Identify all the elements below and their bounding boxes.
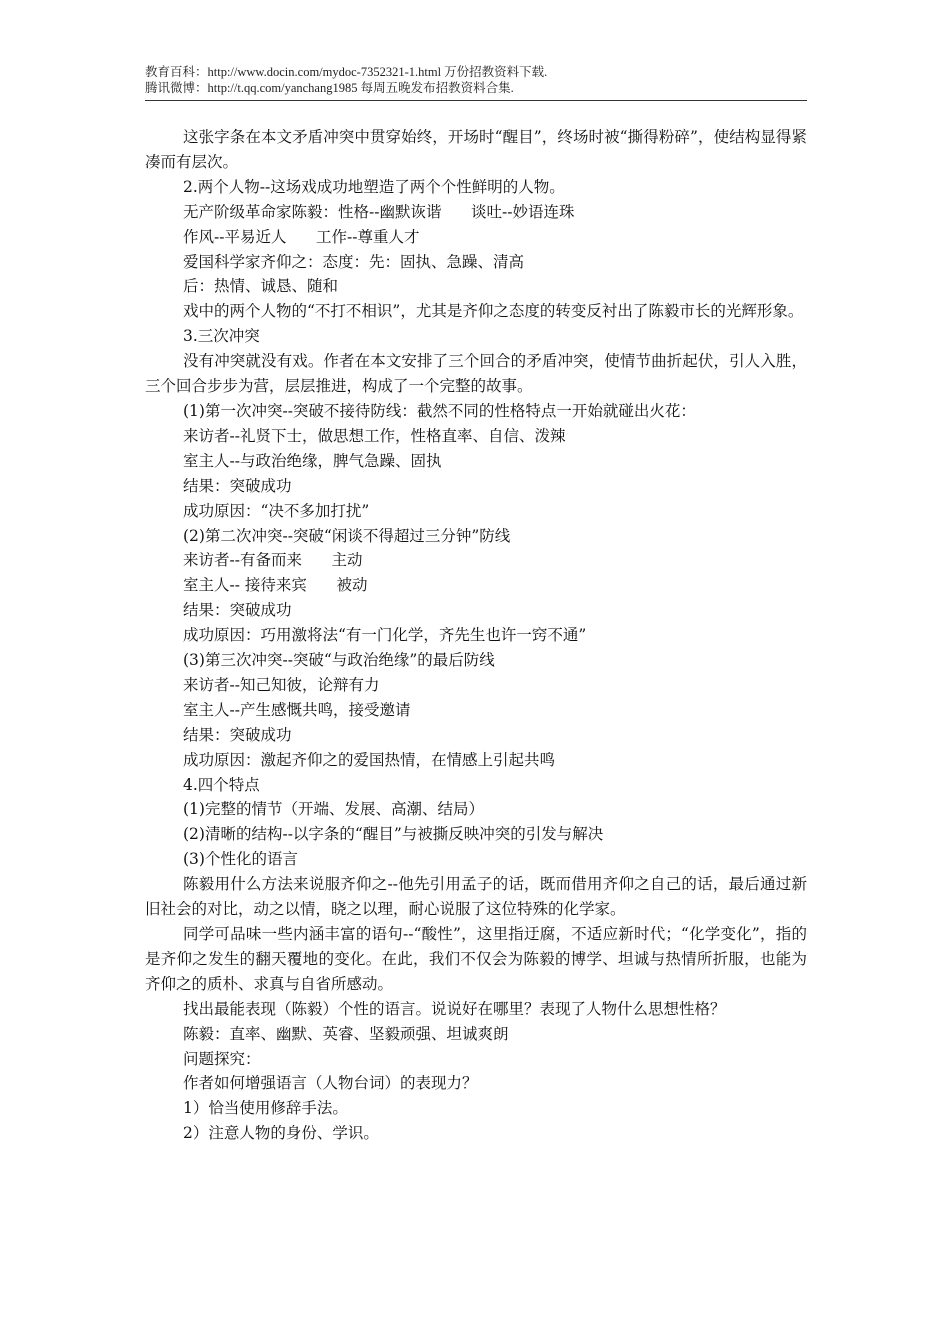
paragraph: 室主人--产生感慨共鸣，接受邀请 <box>183 700 411 719</box>
paragraph: 结果：突破成功 <box>183 601 292 620</box>
paragraph: (3)第三次冲突--突破“与政治绝缘”的最后防线 <box>183 651 495 670</box>
paragraph: 戏中的两个人物的“不打不相识”，尤其是齐仰之态度的转变反衬出了陈毅市长的光辉形象。 <box>183 302 804 321</box>
paragraph: 无产阶级革命家陈毅：性格--幽默诙谐 谈吐--妙语连珠 <box>183 202 575 221</box>
paragraph: 同学可品味一些内涵丰富的语句--“酸性”，这里指迂腐，不适应新时代；“化学变化”，指的是齐仰之发生的翻天覆地的变化。在此，我们不仅会为陈毅的博学、坦诚与热情所折服，也能为齐仰之的质朴、求真与自省所感动。 <box>145 925 807 993</box>
paragraph: 找出最能表现（陈毅）个性的语言。说说好在哪里？表现了人物什么思想性格？ <box>183 999 726 1018</box>
paragraph: (3)个性化的语言 <box>183 850 298 869</box>
header-line-weibo: 腾讯微博：http://t.qq.com/yanchang1985 每周五晚发布招教资料合集. <box>145 81 514 95</box>
paragraph: 1）恰当使用修辞手法。 <box>183 1099 348 1118</box>
header-line-docin: 教育百科：http://www.docin.com/mydoc-7352321-1.html 万份招教资料下载. <box>145 65 548 79</box>
paragraph: 结果：突破成功 <box>183 476 292 495</box>
paragraph: 后：热情、诚恳、随和 <box>183 277 339 296</box>
paragraph: 没有冲突就没有戏。作者在本文安排了三个回合的矛盾冲突，使情节曲折起伏，引人入胜，三个回合步步为营，层层推进，构成了一个完整的故事。 <box>145 352 807 396</box>
paragraph: 来访者--有备而来 主动 <box>183 551 363 570</box>
header-divider <box>145 100 807 101</box>
paragraph: 作风--平易近人 工作--尊重人才 <box>183 227 420 246</box>
paragraph: 室主人--与政治绝缘，脾气急躁、固执 <box>183 451 442 470</box>
paragraph: 作者如何增强语言（人物台词）的表现力？ <box>183 1074 478 1093</box>
paragraph: 室主人-- 接待来宾 被动 <box>183 576 368 595</box>
paragraph: 2.两个人物--这场戏成功地塑造了两个个性鲜明的人物。 <box>183 177 565 196</box>
paragraph: (1)完整的情节（开端、发展、高潮、结局） <box>183 800 484 819</box>
paragraph: 来访者--礼贤下士，做思想工作，性格直率、自信、泼辣 <box>183 426 566 445</box>
paragraph: 4.四个特点 <box>183 775 260 794</box>
paragraph: (2)清晰的结构--以字条的“醒目”与被撕反映冲突的引发与解决 <box>183 825 604 844</box>
paragraph: 成功原因：“决不多加打扰” <box>183 501 370 520</box>
paragraph: 陈毅：直率、幽默、英睿、坚毅顽强、坦诚爽朗 <box>183 1024 509 1043</box>
paragraph: (1)第一次冲突--突破不接待防线：截然不同的性格特点一开始就碰出火花： <box>183 401 696 420</box>
paragraph: 爱国科学家齐仰之：态度：先：固执、急躁、清高 <box>183 252 525 271</box>
paragraph: 陈毅用什么方法来说服齐仰之--他先引用孟子的话，既而借用齐仰之自己的话，最后通过新旧社会的对比，动之以情，晓之以理，耐心说服了这位特殊的化学家。 <box>145 875 807 919</box>
paragraph: 来访者--知己知彼，论辩有力 <box>183 675 380 694</box>
paragraph: (2)第二次冲突--突破“闲谈不得超过三分钟”防线 <box>183 526 511 545</box>
paragraph: 问题探究： <box>183 1049 261 1068</box>
paragraph: 成功原因：巧用激将法“有一门化学，齐先生也许一窍不通” <box>183 626 587 645</box>
paragraph: 成功原因：激起齐仰之的爱国热情，在情感上引起共鸣 <box>183 750 556 769</box>
paragraph: 结果：突破成功 <box>183 725 292 744</box>
document-body <box>145 125 807 1146</box>
paragraph: 2）注意人物的身份、学识。 <box>183 1124 379 1143</box>
paragraph: 3.三次冲突 <box>183 327 260 346</box>
page-header <box>145 64 807 96</box>
paragraph: 这张字条在本文矛盾冲突中贯穿始终，开场时“醒目”，终场时被“撕得粉碎”，使结构显得紧凑而有层次。 <box>145 128 807 171</box>
